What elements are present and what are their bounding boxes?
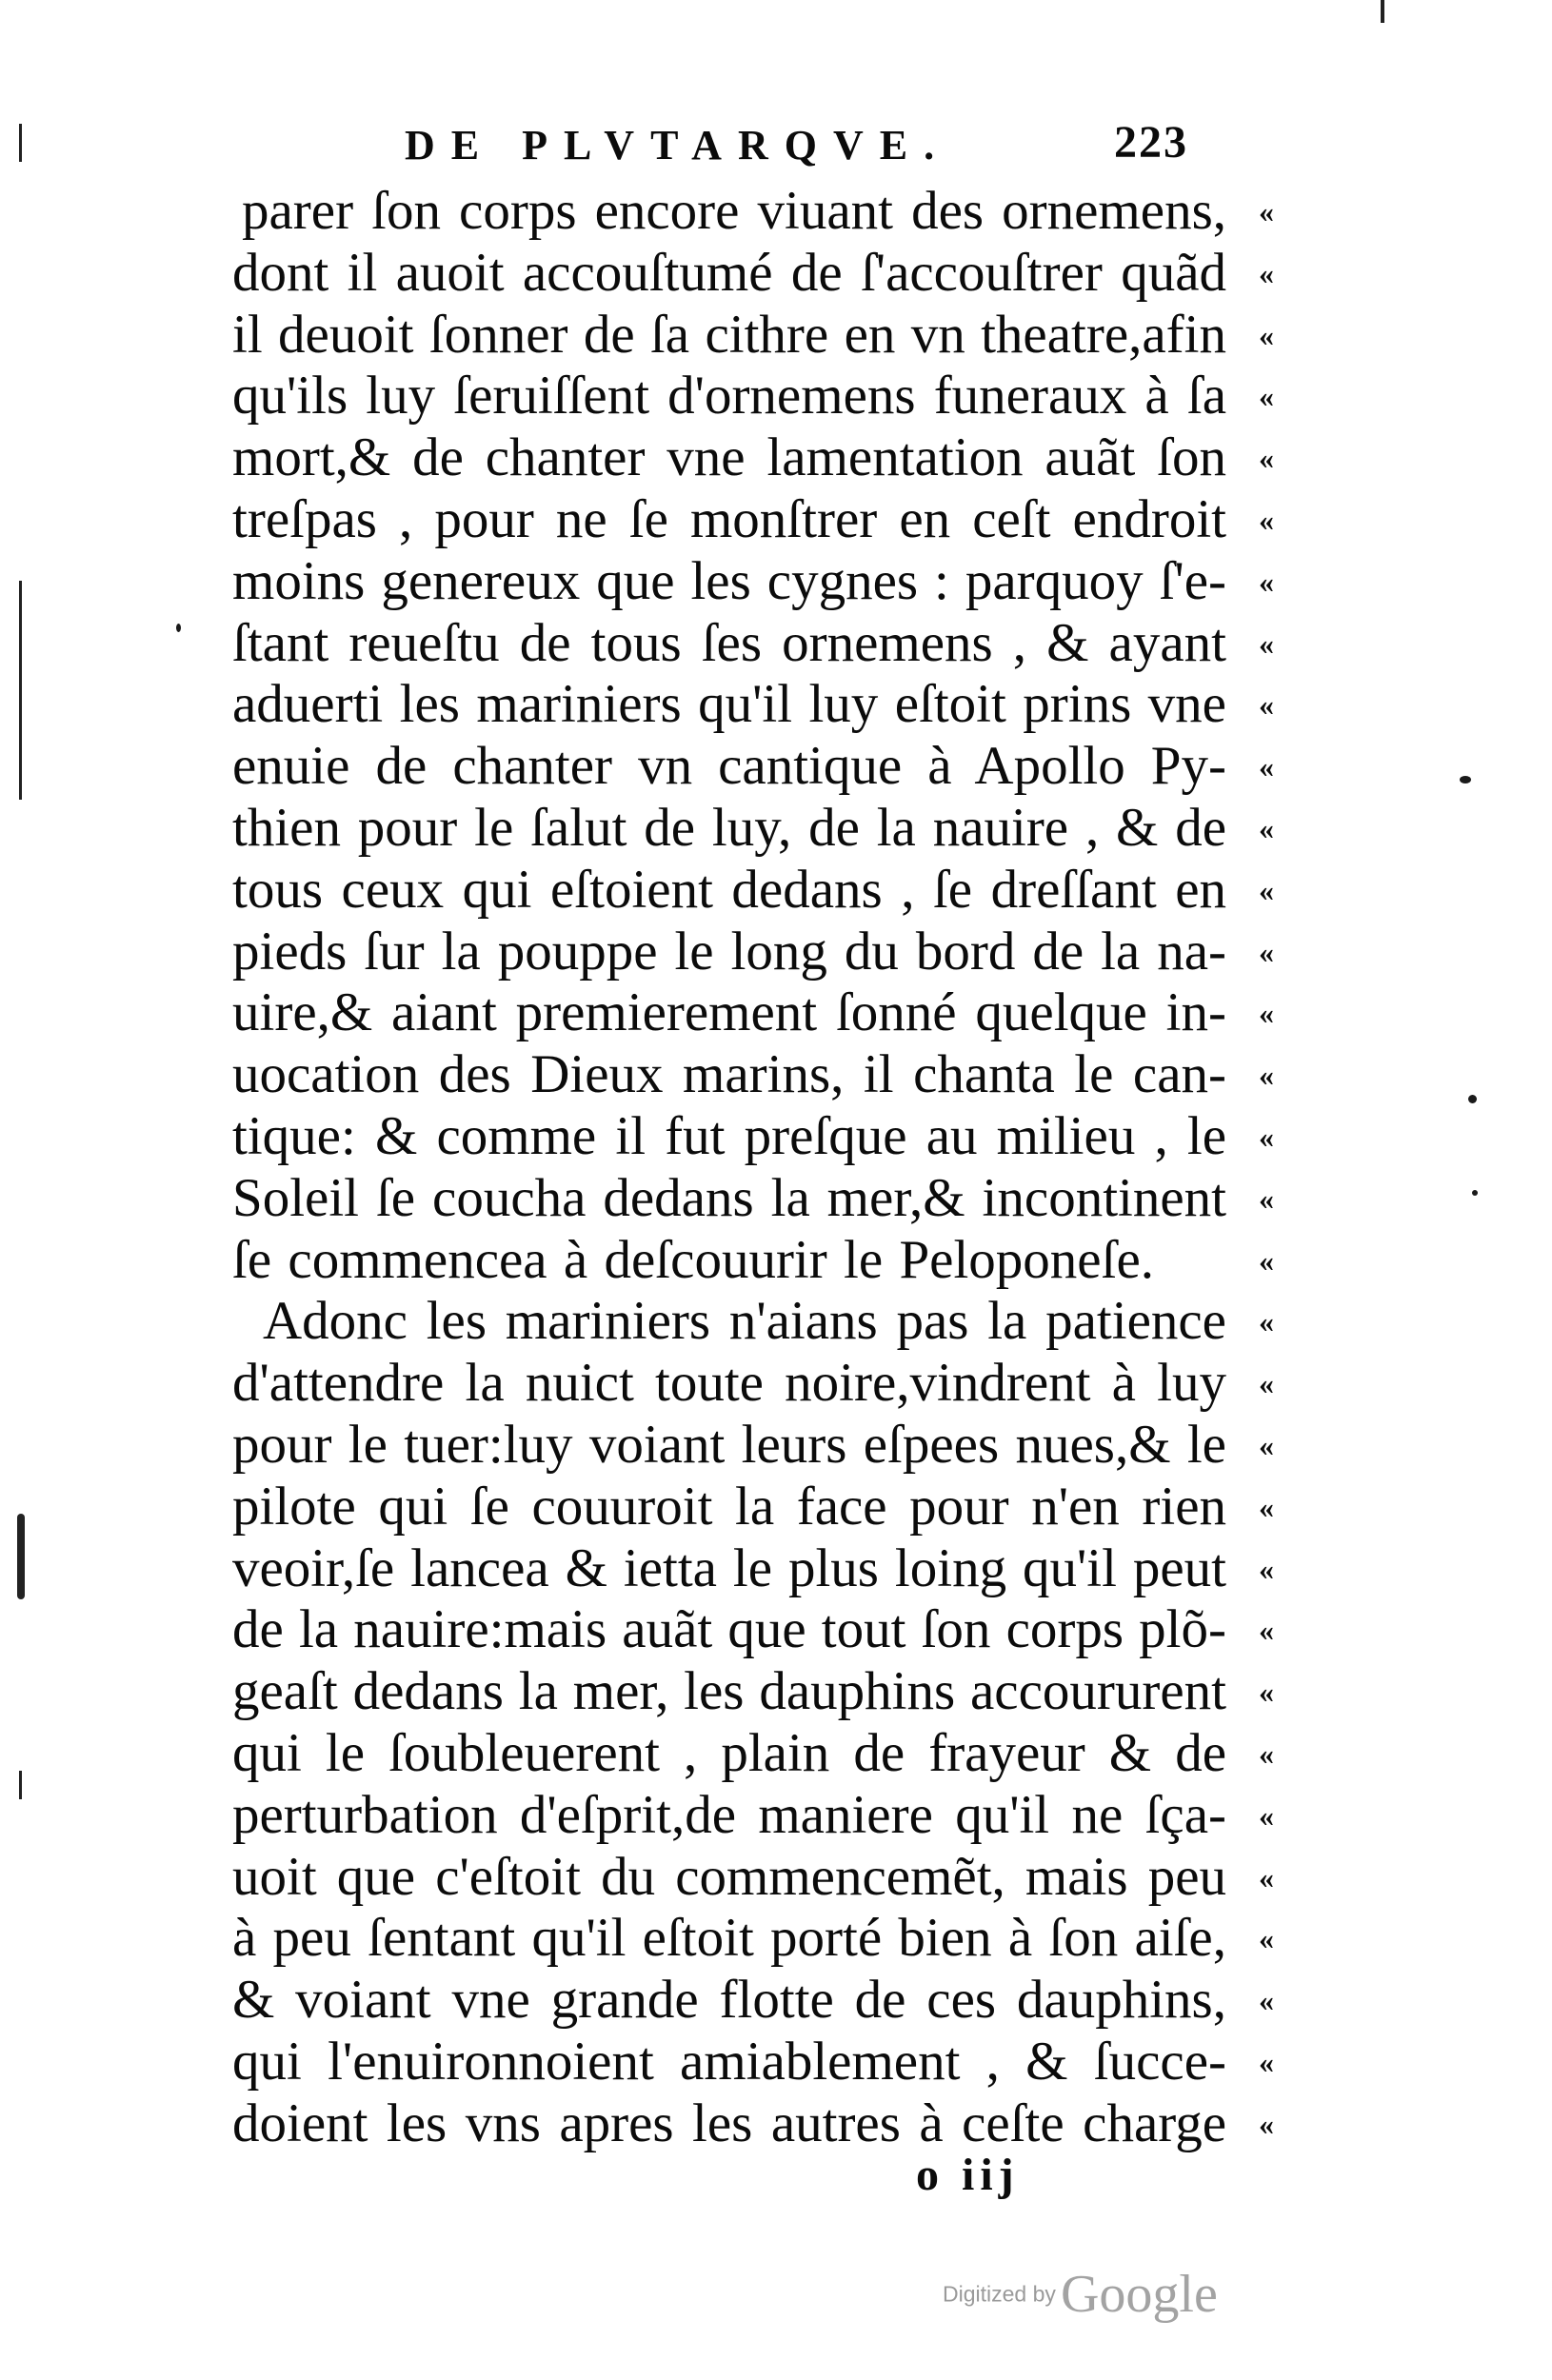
text-line [221, 860, 1287, 922]
line-text: qui l'enuironnoient amiablement , & ſucce- [232, 2031, 1226, 2092]
line-text: treſpas , pour ne ſe monſtrer en ceſt endroit [232, 488, 1226, 549]
line-text: ſtant reueſtu de tous ſes ornemens , & ayant [232, 612, 1226, 673]
line-text: moins genereux que les cygnes : parquoy ſ'e- [232, 550, 1226, 611]
quote-mark: « [1259, 1366, 1274, 1401]
text-line [221, 305, 1287, 367]
quote-mark: « [1259, 1427, 1274, 1462]
quote-mark: « [1259, 687, 1274, 723]
line-text: pour le tuer:luy voiant leurs eſpees nues,& le [232, 1414, 1226, 1475]
line-text: uoit que c'eſtoit du commencemẽt, mais peu [232, 1846, 1226, 1907]
quote-mark: « [1259, 1119, 1274, 1154]
left-edge-blot [17, 1514, 25, 1599]
quote-mark: « [1259, 1797, 1274, 1833]
line-text: parer ſon corps encore viuant des ornemens, [242, 181, 1226, 241]
line-text: tique: & comme il fut preſque au milieu , le [232, 1105, 1226, 1166]
line-text: enuie de chanter vn cantique à Apollo Py- [232, 736, 1226, 797]
left-edge-tick [19, 124, 22, 162]
text-line [221, 798, 1287, 860]
line-text: doient les vns apres les autres à ceſte charge [232, 2092, 1226, 2153]
watermark-brand: Google [1060, 2265, 1218, 2324]
line-text: veoir,ſe lancea & ietta le plus loing qu'il peut [232, 1537, 1226, 1598]
quote-mark: « [1259, 317, 1274, 352]
line-text: ſe commencea à deſcouurir le Peloponeſe. [232, 1229, 1154, 1290]
quote-mark: « [1259, 1058, 1274, 1093]
line-text: uire,& aiant premierement ſonné quelque in- [232, 982, 1226, 1043]
quote-mark: « [1259, 810, 1274, 845]
quote-mark: « [1259, 194, 1274, 228]
line-text: mort,& de chanter vne lamentation auãt ſon [232, 427, 1226, 488]
line-text: à peu ſentant qu'il eſtoit porté bien à ſon aiſe, [232, 1908, 1226, 1969]
line-text: & voiant vne grande flotte de ces dauphins, [232, 1970, 1226, 2031]
top-edge-tick [1381, 0, 1384, 23]
quote-mark: « [1259, 934, 1274, 969]
line-text: qu'ils luy ſeruiſſent d'ornemens funeraux à ſa [232, 366, 1226, 426]
quote-mark: « [1259, 1675, 1274, 1710]
line-text: geaſt dedans la mer, les dauphins accoururent [232, 1661, 1226, 1722]
text-line [221, 1599, 1287, 1661]
line-text: aduerti les mariniers qu'il luy eſtoit prins vne [232, 674, 1226, 735]
text-line [221, 366, 1287, 427]
line-text: de la nauire:mais auãt que tout ſon corps plõ- [232, 1599, 1226, 1660]
text-line [221, 1661, 1287, 1723]
quote-mark: « [1259, 1859, 1274, 1894]
text-line [221, 1353, 1287, 1415]
digitized-watermark [943, 2264, 1285, 2330]
body-text [221, 181, 1287, 2155]
line-text: il deuoit ſonner de ſa cithre en vn theatre,afin [232, 304, 1226, 365]
text-line [221, 1044, 1287, 1106]
quote-mark: « [1259, 255, 1274, 290]
text-line [221, 1908, 1287, 1970]
line-text: pieds ſur la pouppe le long du bord de la na- [232, 921, 1226, 982]
line-text: Adonc les mariniers n'aians pas la patience [263, 1291, 1226, 1352]
quote-mark: « [1259, 1983, 1274, 2018]
text-line [221, 736, 1287, 798]
quote-mark: « [1259, 996, 1274, 1031]
watermark-prefix: Digitized by [943, 2281, 1056, 2307]
quote-mark: « [1259, 1180, 1274, 1216]
text-line [221, 1970, 1287, 2032]
running-head: DE PLVTARQVE. [405, 122, 951, 169]
text-line [221, 1415, 1287, 1477]
quote-mark: « [1259, 1242, 1274, 1278]
line-text: uocation des Dieux marins, il chanta le can- [232, 1044, 1226, 1105]
quote-mark: « [1259, 1613, 1274, 1648]
quote-mark: « [1259, 1551, 1274, 1586]
quote-mark: « [1259, 625, 1274, 661]
left-edge-tick [19, 1771, 22, 1799]
quote-mark: « [1259, 1304, 1274, 1339]
text-line [221, 1230, 1287, 1292]
quote-mark: « [1259, 749, 1274, 784]
text-line [221, 551, 1287, 613]
text-line [221, 243, 1287, 305]
text-line [221, 613, 1287, 675]
quote-mark: « [1259, 502, 1274, 537]
quote-mark: « [1259, 2044, 1274, 2079]
line-text: dont il auoit accouſtumé de ſ'accouſtrer quãd [232, 242, 1226, 303]
page-number: 223 [1114, 117, 1188, 168]
quote-mark: « [1259, 1921, 1274, 1956]
text-line [221, 1291, 1287, 1353]
text-line [221, 1477, 1287, 1538]
text-line [221, 1106, 1287, 1168]
text-line [221, 489, 1287, 551]
quote-mark: « [1259, 1735, 1274, 1771]
line-text: qui le ſoubleuerent , plain de frayeur & de [232, 1722, 1226, 1783]
line-text: perturbation d'eſprit,de maniere qu'il ne ſça- [232, 1784, 1226, 1845]
text-line [221, 674, 1287, 736]
line-text: d'attendre la nuict toute noire,vindrent à luy [232, 1353, 1226, 1414]
signature-mark: o iij [916, 2150, 1020, 2200]
text-line [221, 1785, 1287, 1847]
paper-speck [1472, 1190, 1478, 1196]
text-line [221, 1723, 1287, 1785]
paper-speck [1460, 776, 1471, 783]
text-line [221, 2032, 1287, 2093]
line-text: thien pour le ſalut de luy, de la nauire , & de [232, 797, 1226, 858]
quote-mark: « [1259, 441, 1274, 476]
quote-mark: « [1259, 2106, 1274, 2141]
line-text: pilote qui ſe couuroit la face pour n'en rien [232, 1476, 1226, 1537]
paper-speck [1468, 1095, 1477, 1103]
quote-mark: « [1259, 564, 1274, 599]
text-line [221, 427, 1287, 489]
quote-mark: « [1259, 1489, 1274, 1524]
line-text: Soleil ſe coucha dedans la mer,& incontinent [232, 1167, 1226, 1228]
quote-mark: « [1259, 379, 1274, 414]
text-line [221, 922, 1287, 983]
text-line [221, 2093, 1287, 2155]
line-text: tous ceux qui eſtoient dedans , ſe dreſſant en [232, 859, 1226, 920]
text-line [221, 1847, 1287, 1909]
text-line [221, 1538, 1287, 1600]
paper-speck [176, 624, 181, 632]
left-edge-rule [19, 581, 22, 800]
text-line [221, 982, 1287, 1044]
text-line [221, 181, 1287, 243]
quote-mark: « [1259, 872, 1274, 907]
text-line [221, 1168, 1287, 1230]
